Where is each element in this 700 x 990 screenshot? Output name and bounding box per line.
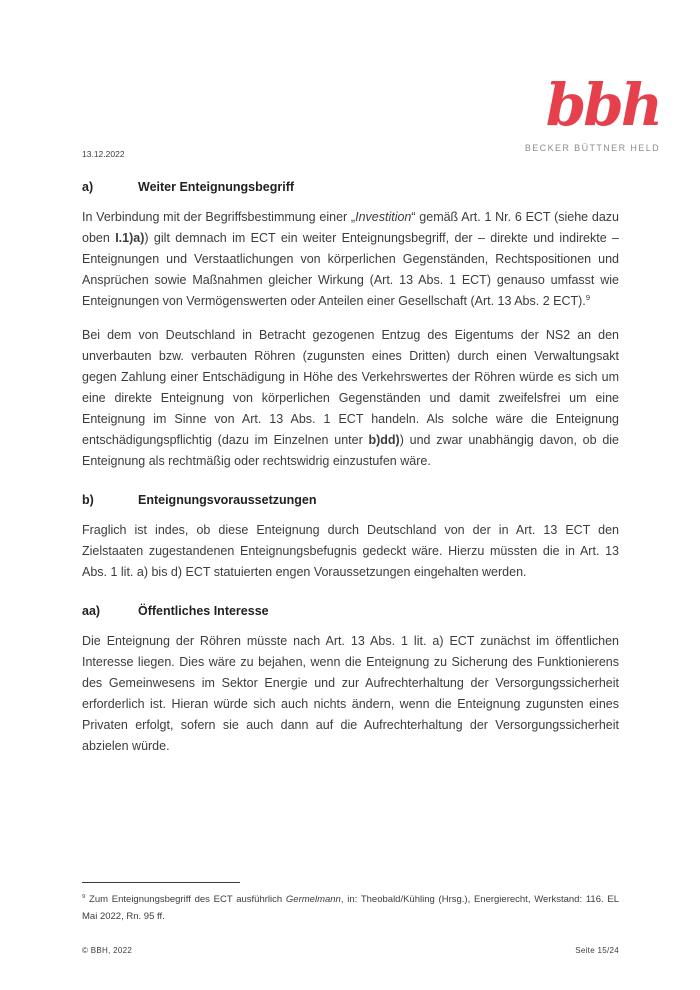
heading-b-label: b)	[82, 493, 94, 507]
footer-page-number: Seite 15/24	[575, 946, 619, 955]
paragraph-2: Bei dem von Deutschland in Betracht gezogenen Entzug des Eigentums der NS2 an den unverbauten bzw. verbauten Röhren (zugunsten eines Dritten) durch einen Verwaltungsakt gegen Zahlung einer Entschädigung in Höhe des Verkehrswertes der Röhren würde es sich um eine direkte Enteignung von körperlichen Gegenständen und damit zweifelsfrei um eine Enteignung im Sinne von Art. 13 Abs. 1 ECT handeln. Als solche wäre die Enteignung entschädigungspflichtig (dazu im Einzelnen unter b)dd)) und zwar unabhängig davon, ob die Enteignung als rechtmäßig oder rechtswidrig einzustufen wäre.	[82, 328, 619, 468]
heading-b	[82, 493, 619, 507]
footnote-area	[82, 882, 619, 925]
heading-aa-label: aa)	[82, 604, 101, 618]
bbh-logo-script: bbh	[545, 71, 660, 139]
paragraph-1: In Verbindung mit der Begriffsbestimmung einer „Investition“ gemäß Art. 1 Nr. 6 ECT (siehe dazu oben I.1)a)) gilt demnach im ECT ein weiter Enteignungsbegriff, der – direkte und indirekte – Enteignungen und Verstaatlichungen von körperlichen Gegenständen, Rechtspositionen und Ansprüchen sowie Maßnahmen gleicher Wirkung (Art. 13 Abs. 1 ECT) genauso umfasst wie Enteignungen von Vermögenswerten oder Anteilen einer Gesellschaft (Art. 13 Abs. 2 ECT).$^9$	[82, 210, 620, 308]
heading-aa-title: Öffentliches Interesse	[138, 604, 269, 618]
heading-b-title: Enteignungsvoraussetzungen	[138, 493, 317, 507]
heading-aa	[82, 604, 619, 618]
document-date: 13.12.2022	[82, 149, 125, 159]
footer-copyright: © BBH, 2022	[82, 946, 133, 955]
heading-a	[82, 180, 619, 194]
footnote-separator	[82, 882, 240, 883]
document-body	[82, 0, 619, 757]
bbh-logo-wordmark: BECKER BÜTTNER HELD	[524, 143, 660, 153]
footnote-9: $^9$ Zum Enteignungsbegriff des ECT ausführlich Germelmann, in: Theobald/Kühling (Hrsg.), Energierecht, Werkstand: 116. EL Mai 2022, Rn. 95 ff.	[82, 893, 619, 922]
paragraph-4: Die Enteignung der Röhren müsste nach Art. 13 Abs. 1 lit. a) ECT zunächst im öffentlichen Interesse liegen. Dies wäre zu bejahen, wenn die Enteignung zu Sicherung des Funktionierens des Gemeinwesens im Sektor Energie und zur Aufrechterhaltung der Versorgungssicherheit erforderlich ist. Hieran würde sich auch nichts ändern, wenn die Enteignung zugunsten eines Privaten erfolgt, sofern sie auch dann auf die Aufrechterhaltung der Versorgungssicherheit abzielen würde.	[82, 634, 619, 753]
heading-a-label: a)	[82, 180, 94, 194]
paragraph-3: Fraglich ist indes, ob diese Enteignung durch Deutschland von der in Art. 13 ECT den Zielstaaten zugestandenen Enteignungsbefugnis gedeckt wäre. Hierzu müssten die in Art. 13 Abs. 1 lit. a) bis d) ECT statuierten engen Voraussetzungen eingehalten werden.	[82, 523, 619, 579]
page-footer	[82, 946, 619, 955]
heading-a-title: Weiter Enteignungsbegriff	[138, 180, 295, 194]
